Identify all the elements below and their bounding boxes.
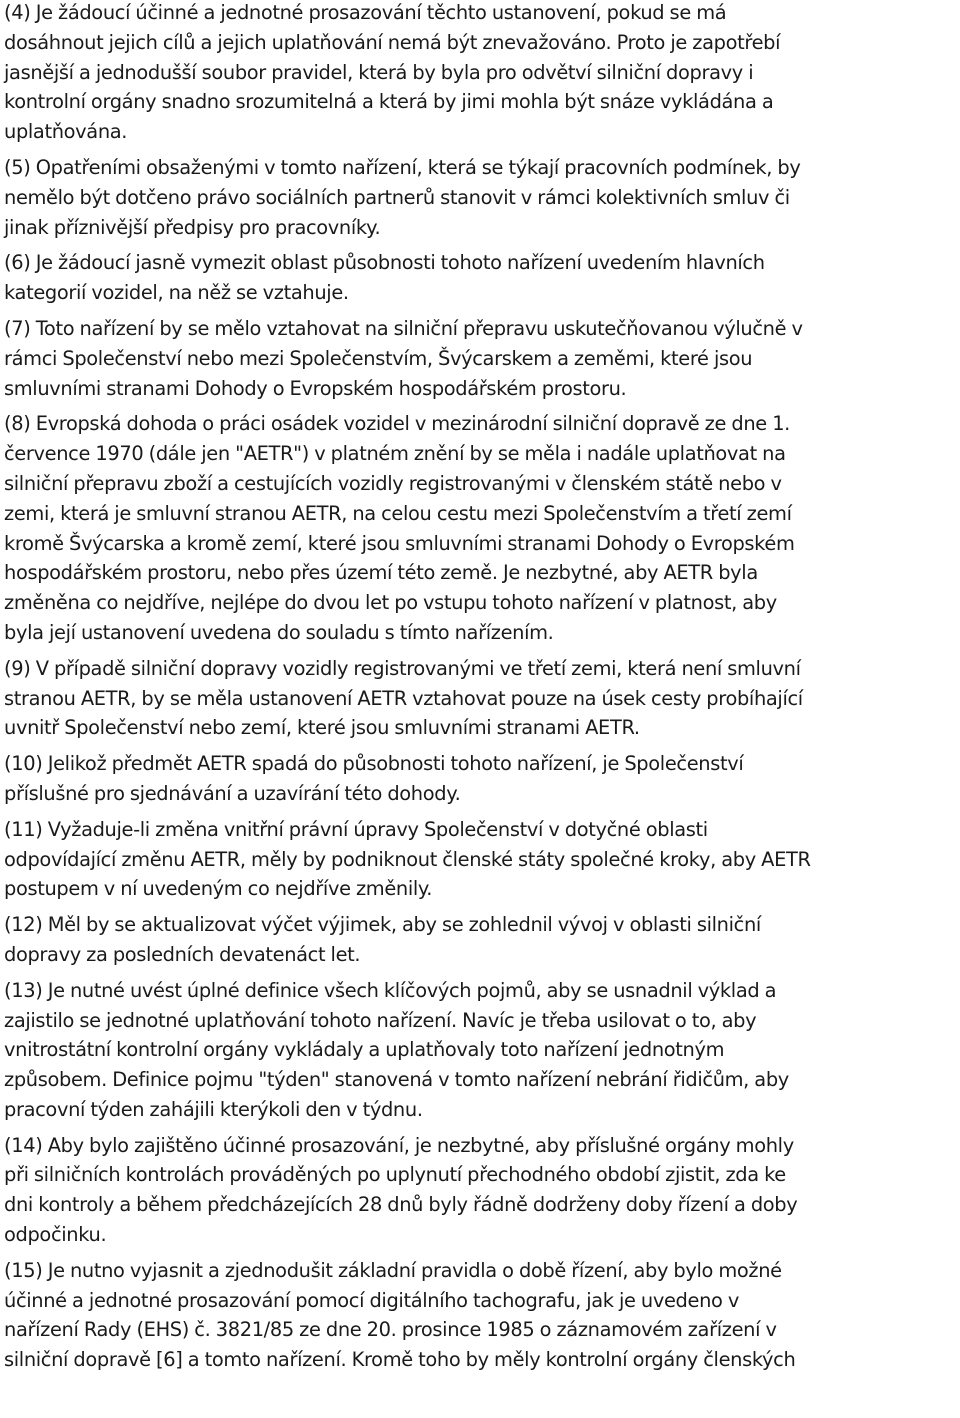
paragraph-10: (10) Jelikož předmět AETR spadá do působnosti tohoto nařízení, je Společenství příslušné pro sjednávání a uzavírání této dohody. <box>4 752 744 805</box>
paragraph-5: (5) Opatřeními obsaženými v tomto nařízení, která se týkají pracovních podmínek, by nemělo být dotčeno právo sociálních partnerů stanovit v rámci kolektivních smluv či jinak příznivější předpisy pro pracovníky. <box>4 155 801 239</box>
paragraph-4: (4) Je žádoucí účinné a jednotné prosazování těchto ustanovení, pokud se má dosáhnout jejich cílů a jejich uplatňování nemá být znevažováno. Proto je zapotřebí jasnější a jednodušší soubor pravidel, která by byla pro odvětví silniční dopravy i kontrolní orgány snadno srozumitelná a která by jimi mohla být snáze vykládána a uplatňována. <box>4 1 781 144</box>
paragraph-6: (6) Je žádoucí jasně vymezit oblast působnosti tohoto nařízení uvedením hlavních kategorií vozidel, na něž se vztahuje. <box>4 251 765 305</box>
paragraph-12: (12) Měl by se aktualizovat výčet výjimek, aby se zohlednil vývoj v oblasti silniční dopravy za posledních devatenáct let. <box>4 913 761 966</box>
paragraph-7: (7) Toto nařízení by se mělo vztahovat na silniční přepravu uskutečňovanou výlučně v rámci Společenství nebo mezi Společenstvím, Švýcarskem a zeměmi, které jsou smluvními stranami Dohody o Evropském hospodářském prostoru. <box>4 316 803 400</box>
paragraph-13: (13) Je nutné uvést úplné definice všech klíčových pojmů, aby se usnadnil výklad a zajistilo se jednotné uplatňování tohoto nařízení. Navíc je třeba usilovat o to, aby vnitrostátní kontrolní orgány vykládaly a uplatňovaly toto nařízení jednotným způsobem. Definice pojmu "týden" stanovená v tomto nařízení nebrání řidičům, aby pracovní týden zahájili kterýkoli den v týdnu. <box>4 978 789 1121</box>
paragraph-8: (8) Evropská dohoda o práci osádek vozidel v mezinárodní silniční dopravě ze dne 1. července 1970 (dále jen "AETR") v platném znění by se měla i nadále uplatňovat na silniční přepravu zboží a cestujících vozidly registrovanými v členském státě nebo v zemi, která je smluvní stranou AETR, na celou cestu mezi Společenstvím a třetí zemí kromě Švýcarska a kromě zemí, které jsou smluvními stranami Dohody o Evropském hospodářském prostoru, nebo přes území této země. Je nezbytné, aby AETR byla změněna co nejdříve, nejlépe do dvou let po vstupu tohoto nařízení v platnost, aby byla její ustanovení uvedena do souladu s tímto nařízením. <box>4 412 795 644</box>
paragraph-11: (11) Vyžaduje-li změna vnitřní právní úpravy Společenství v dotyčné oblasti odpovídající změnu AETR, měly by podniknout členské státy společné kroky, aby AETR postupem v ní uvedeným co nejdříve změnily. <box>4 817 811 901</box>
paragraph-9: (9) V případě silniční dopravy vozidly registrovanými ve třetí zemi, která není smluvní stranou AETR, by se měla ustanovení AETR vztahovat pouze na úsek cesty probíhající uvnitř Společenství nebo zemí, které jsou smluvními stranami AETR. <box>4 656 803 740</box>
paragraph-14: (14) Aby bylo zajištěno účinné prosazování, je nezbytné, aby příslušné orgány mohly při silničních kontrolách prováděných po uplynutí přechodného období zjistit, zda ke dni kontroly a během předcházejících 28 dnů byly řádně dodrženy doby řízení a doby odpočinku. <box>4 1133 798 1247</box>
paragraph-15: (15) Je nutno vyjasnit a zjednodušit základní pravidla o době řízení, aby bylo možné účinné a jednotné prosazování pomocí digitálního tachografu, jak je uvedeno v nařízení Rady (EHS) č. 3821/85 ze dne 20. prosince 1985 o záznamovém zařízení v silniční dopravě [6] a tomto nařízení. Kromě toho by měly kontrolní orgány členských <box>4 1258 796 1372</box>
